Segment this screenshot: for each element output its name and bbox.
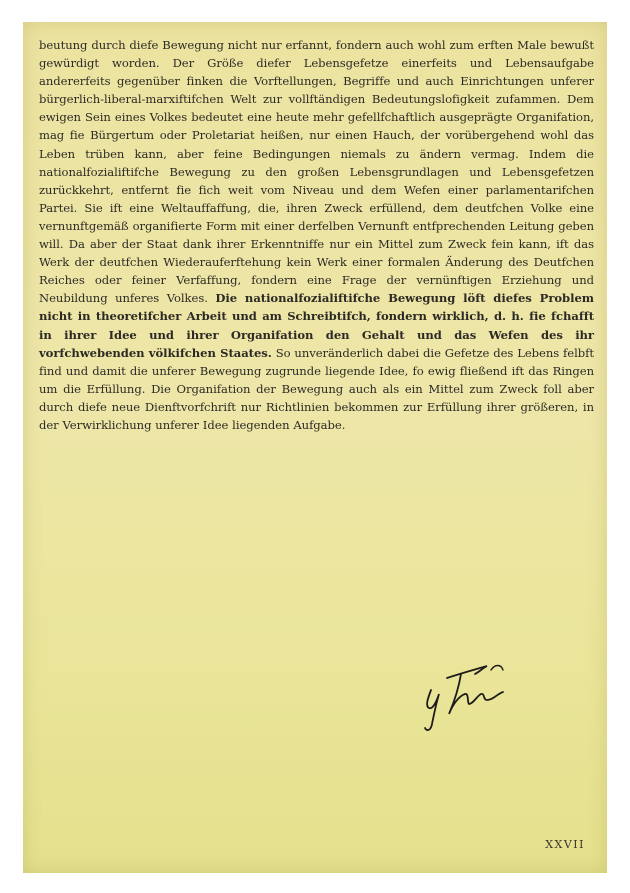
body-paragraph	[39, 36, 594, 434]
body-text-part-2: So unveränderlich dabei die Gefetze des Lebens felbft find und damit die unferer Bewegung zugrunde liegende Idee, fo ewig fließend ift das Ringen um die Erfüllung. Die Organifation der Bewegung auch als ein Mittel zum Zweck foll aber durch diefe neue Dienftvorfchrift nur Richtlinien bekommen zur Erfüllung ihrer größeren, in der Verwirklichung unferer Idee liegenden Aufgabe.	[39, 345, 594, 432]
body-text-part-1: beutung durch diefe Bewegung nicht nur erfannt, fondern auch wohl zum erften Male bewußt gewürdigt worden. Der Größe diefer Lebensgefetze einerfeits und Lebensaufgabe andererfeits gegenüber finken die Vorftellungen, Begriffe und auch Einrichtungen unferer bürgerlich-liberal-marxiftifchen Welt zur vollftändigen Bedeutungslofigkeit zufammen. Dem ewigen Sein eines Volkes bedeutet eine heute mehr gefellfchaftlich ausgeprägte Organifation, mag fie Bürgertum oder Proletariat heißen, nur einen Hauch, der vorübergehend wohl das Leben trüben kann, aber feine Bedingungen niemals zu ändern vermag. Indem die nationalfozialiftifche Bewegung zu den großen Lebensgrundlagen und Lebensgefetzen zurückkehrt, entfernt fie fich weit vom Niveau und dem Wefen einer parlamentarifchen Partei. Sie ift eine Weltauffaffung, die, ihren Zweck erfüllend, dem deutfchen Volke eine vernunftgemäß organifierte Form mit einer derfelben Vernunft entfprechenden Leitung geben will. Da aber der Staat dank ihrer Erkenntniffe nur ein Mittel zum Zweck fein kann, ift das Werk der deutfchen Wiederauferftehung kein Werk einer formalen Änderung des Deutfchen Reiches oder feiner Verfaffung, fondern eine Frage der vernünftigen Erziehung und Neubildung unferes Volkes.	[39, 38, 594, 306]
body-text-bold: Die nationalfozialiftifche Bewegung löft diefes Problem nicht in theoretifcher Arbeit und am Schreibtifch, fondern wirklich, d. h. fie fchafft in ihrer Idee und ihrer Organifation den Gehalt und das Wefen des ihr vorfchwebenden völkifchen Staates.	[39, 291, 595, 360]
body-text	[39, 36, 594, 434]
signature	[403, 644, 523, 734]
document-page	[23, 22, 607, 873]
page-number: XXVII	[545, 838, 585, 851]
